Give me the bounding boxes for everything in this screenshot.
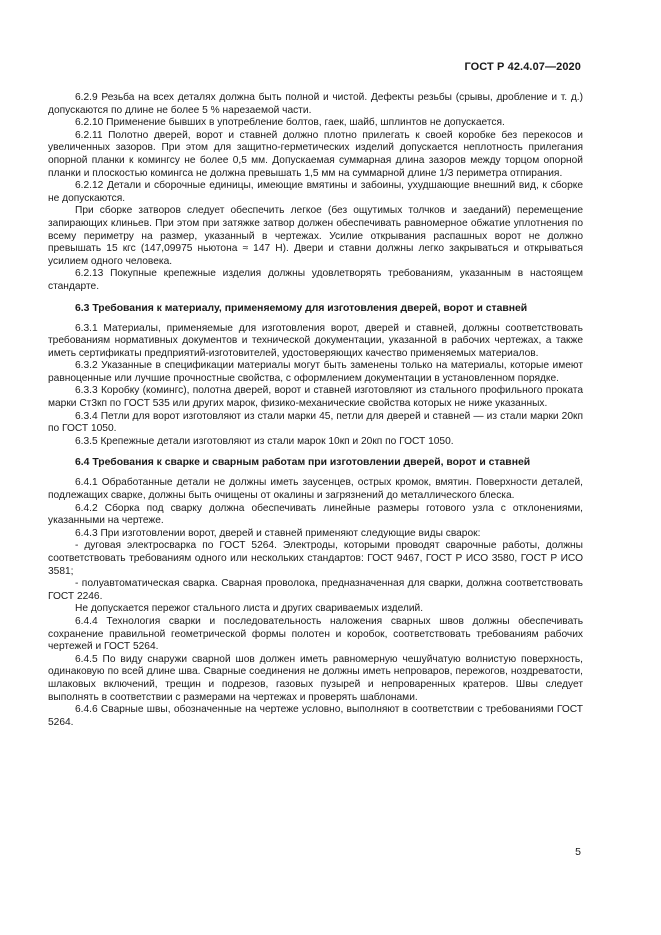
document-id-header: ГОСТ Р 42.4.07—2020: [464, 61, 581, 73]
paragraph-no-burn-through: Не допускается пережог стального листа и других свариваемых изделий.: [75, 603, 424, 615]
paragraph-6-3-3: 6.3.3 Коробку (комингс), полотна дверей, ворот и ставней изготовляют из стального профильного проката марки Ст3кп по ГОСТ 535 или других марок, физико-механические свойства которых не ниже указанных.: [48, 385, 583, 410]
paragraph-6-4-4: 6.4.4 Технология сварки и последовательность наложения сварных швов должны обеспечивать сохранение правильной геометрической формы полотен и коробок, соответствовать требованиям рабочих чертежей и ГОСТ 5264.: [48, 615, 583, 653]
section-heading-6-3: 6.3 Требования к материалу, применяемому для изготовления дверей, ворот и ставней: [75, 302, 528, 314]
paragraph-6-2-10: 6.2.10 Применение бывших в употребление болтов, гаек, шайб, шплинтов не допускается.: [75, 117, 505, 129]
paragraph-6-4-1: 6.4.1 Обработанные детали не должны иметь заусенцев, острых кромок, вмятин. Поверхности деталей, подлежащих сварке, должны быть очищены от окалины и загрязнений до металлического блеска.: [48, 477, 583, 502]
paragraph-6-4-2: 6.4.2 Сборка под сварку должна обеспечивать линейные размеры готового узла с отклонениями, указанными на чертеже.: [48, 502, 583, 527]
paragraph-6-3-5: 6.3.5 Крепежные детали изготовляют из стали марок 10кп и 20кп по ГОСТ 1050.: [75, 435, 454, 447]
paragraph-6-3-1: 6.3.1 Материалы, применяемые для изготовления ворот, дверей и ставней, должны соответствовать требованиям нормативных документов и технической документации, указанной в рабочих чертежах, а также иметь сертификаты предприятий-изготовителей, удостоверяющих качество применяемых материалов.: [48, 322, 583, 359]
paragraph-6-4-5: 6.4.5 По виду снаружи сварной шов должен иметь равномерную чешуйчатую волнистую поверхность, одинаковую по всей длине шва. Сварные соединения не должны иметь непроваров, пережогов, ноздреватости, шлаковых включений, трещин и подрезов, газовых пузырей и непроваренных кратеров. Швы следует выполнять в соответствии с размерами на чертежах и проверять шаблонами.: [48, 653, 583, 703]
paragraph-6-3-4: 6.3.4 Петли для ворот изготовляют из стали марки 45, петли для дверей и ставней — из стали марки 20кп по ГОСТ 1050.: [48, 410, 583, 435]
page-number: 5: [575, 846, 581, 858]
section-heading-6-4: 6.4 Требования к сварке и сварным работам при изготовлении дверей, ворот и ставней: [75, 457, 531, 469]
paragraph-latch-assembly: При сборке затворов следует обеспечить легкое (без ощутимых толчков и заеданий) перемещение запирающих клиньев. При этом при затяжке затвор должен обеспечивать равномерное обжатие уплотнения по всему периметру на размер, указанный в чертежах. Усилие открывания распашных ворот не должно превышать 15 кгс (147,09975 ньютона ≈ 147 Н). Двери и ставни должны легко закрываться и открываться усилием одного человека.: [48, 205, 583, 267]
list-item-semiautomatic-welding: - полуавтоматическая сварка. Сварная проволока, предназначенная для сварки, должна соответствовать ГОСТ 2246.: [48, 578, 583, 602]
paragraph-6-2-12: 6.2.12 Детали и сборочные единицы, имеющие вмятины и забоины, ухудшающие внешний вид, к сборке не допускаются.: [48, 180, 583, 204]
paragraph-6-4-6: 6.4.6 Сварные швы, обозначенные на чертеже условно, выполняют в соответствии с требованиями ГОСТ 5264.: [48, 704, 583, 728]
paragraph-6-3-2: 6.3.2 Указанные в спецификации материалы могут быть заменены только на материалы, которые имеют равноценные или лучшие прочностные свойства, с оформлением документации в установленном порядке.: [48, 360, 583, 384]
list-item-arc-welding: - дуговая электросварка по ГОСТ 5264. Электроды, которыми проводят сварочные работы, должны соответствовать требованиям одного или нескольких стандартов: ГОСТ 9467, ГОСТ Р ИСО 3580, ГОСТ Р ИСО 3581;: [48, 540, 583, 577]
paragraph-6-2-9: 6.2.9 Резьба на всех деталях должна быть полной и чистой. Дефекты резьбы (срывы, дробление и т. д.) допускаются по длине не более 5 % нарезаемой части.: [48, 92, 583, 116]
paragraph-6-2-13: 6.2.13 Покупные крепежные изделия должны удовлетворять требованиям, указанным в настоящем стандарте.: [48, 268, 583, 292]
document-body: [48, 92, 583, 729]
paragraph-6-4-3: 6.4.3 При изготовлении ворот, дверей и ставней применяют следующие виды сварок:: [75, 527, 481, 539]
paragraph-6-2-11: 6.2.11 Полотно дверей, ворот и ставней должно плотно прилегать к своей коробке без перекосов и увеличенных зазоров. При этом для защитно-герметических изделий допускается неплотность прилегания опорной планки к комингсу не более 0,5 мм. Допускаемая суммарная длина зазоров между торцом опорной планки и плоскостью комингса не должна превышать 1,5 мм на суммарной длине 1/3 периметра отпирания.: [48, 129, 583, 179]
